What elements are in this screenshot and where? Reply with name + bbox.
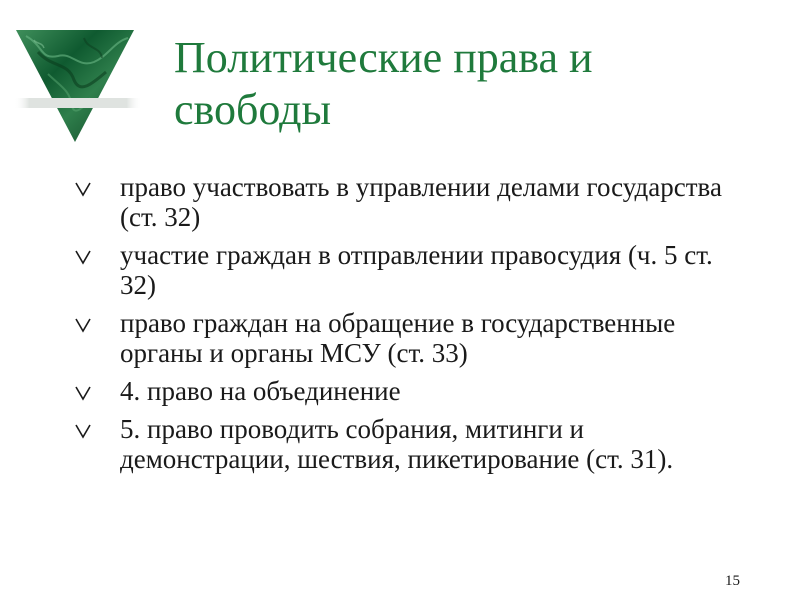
bullet-item bbox=[74, 414, 724, 474]
bullet-text: право граждан на обращение в государственные органы и органы МСУ (ст. 33) bbox=[120, 308, 676, 368]
bullet-list bbox=[74, 172, 724, 482]
bullet-text: участие граждан в отправлении правосудия (ч. 5 ст. 32) bbox=[120, 240, 713, 300]
chevron-down-bullet-icon bbox=[74, 249, 92, 265]
chevron-down-bullet-icon bbox=[74, 181, 92, 197]
bullet-item bbox=[74, 376, 724, 406]
chevron-down-bullet-icon bbox=[74, 385, 92, 401]
chevron-down-bullet-icon bbox=[74, 423, 92, 439]
bullet-text: 4. право на объединение bbox=[120, 376, 401, 406]
bullet-item bbox=[74, 308, 724, 368]
bullet-text: 5. право проводить собрания, митинги и демонстрации, шествия, пикетирование (ст. 31). bbox=[120, 414, 674, 474]
bullet-item bbox=[74, 240, 724, 300]
chevron-down-bullet-icon bbox=[74, 317, 92, 333]
page-number: 15 bbox=[725, 573, 740, 589]
green-triangle-logo-icon bbox=[14, 28, 144, 146]
bullet-item bbox=[74, 172, 724, 232]
slide-title: Политические права и свободы bbox=[174, 33, 593, 134]
bullet-text: право участвовать в управлении делами государства (ст. 32) bbox=[120, 172, 722, 232]
